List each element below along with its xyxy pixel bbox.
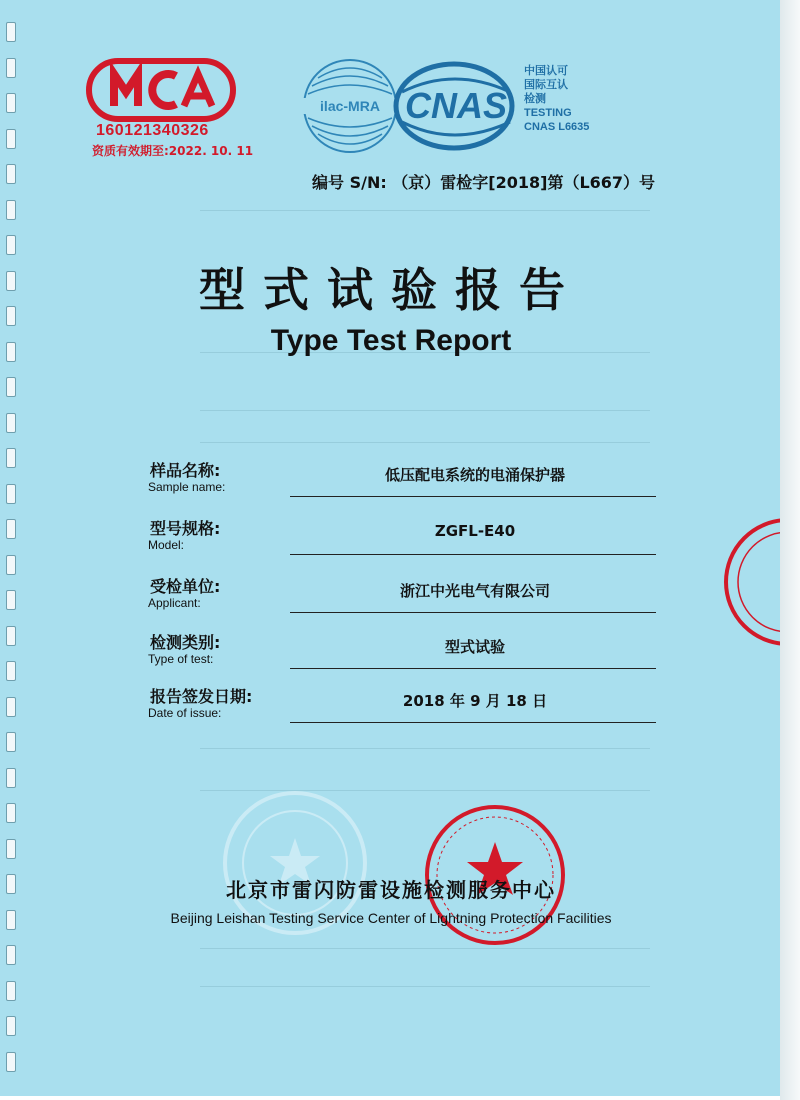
field-underline — [290, 496, 656, 497]
field-model — [120, 516, 680, 570]
binding-hole — [6, 839, 16, 859]
show-through-line — [200, 986, 650, 987]
field-label-en: Applicant: — [148, 596, 201, 610]
field-label-cn: 型号规格: — [150, 519, 221, 538]
field-label-cn: 样品名称: — [150, 461, 221, 480]
field-label-en: Type of test: — [148, 652, 214, 666]
field-value: 浙江中光电气有限公司 — [399, 582, 550, 600]
field-underline — [290, 554, 656, 555]
binding-hole — [6, 413, 16, 433]
svg-text:ilac-MRA: ilac-MRA — [320, 98, 380, 114]
binding-hole — [6, 1016, 16, 1036]
binding-hole — [6, 58, 16, 78]
binding-hole — [6, 519, 16, 539]
binding-hole — [6, 626, 16, 646]
field-underline — [290, 722, 656, 723]
field-underline — [290, 668, 656, 669]
binding-hole — [6, 803, 16, 823]
cnas-accreditation-text: 中国认可 国际互认 检测 TESTING CNAS L6635 — [524, 65, 590, 133]
show-through-line — [200, 748, 650, 749]
binding-hole — [6, 200, 16, 220]
binding-hole — [6, 732, 16, 752]
cma-validity: 资质有效期至:2022. 10. 11 — [92, 144, 254, 158]
scanner-edge — [780, 0, 800, 1100]
binding-hole — [6, 981, 16, 1001]
issuer-english: Beijing Leishan Testing Service Center of Lightning Protection Facilities — [170, 910, 612, 926]
field-label-cn: 受检单位: — [150, 577, 221, 596]
binding-hole — [6, 164, 16, 184]
ilac-mra-logo — [300, 56, 400, 156]
binding-hole — [6, 661, 16, 681]
title-english: Type Test Report — [270, 324, 512, 357]
field-label-cn: 检测类别: — [150, 633, 221, 652]
binding-hole — [6, 945, 16, 965]
show-through-line — [200, 210, 650, 211]
field-label-en: Model: — [148, 538, 185, 552]
cnas-logo — [392, 58, 526, 154]
show-through-line — [200, 442, 650, 443]
binding-hole — [6, 377, 16, 397]
field-label-en: Sample name: — [148, 480, 226, 494]
binding-hole — [6, 448, 16, 468]
field-value: 低压配电系统的电涌保护器 — [384, 466, 565, 484]
field-underline — [290, 612, 656, 613]
issuer-chinese: 北京市雷闪防雷设施检测服务中心 — [226, 878, 556, 902]
binding-holes — [6, 0, 20, 1096]
binding-hole — [6, 768, 16, 788]
binding-hole — [6, 590, 16, 610]
binding-hole — [6, 93, 16, 113]
cma-code: 160121340326 — [96, 122, 209, 139]
title-chinese: 型式试验报告 — [199, 263, 583, 317]
field-type-of-test — [120, 630, 680, 684]
svg-text:CNAS: CNAS — [404, 85, 508, 126]
field-label-en: Date of issue: — [148, 706, 222, 720]
field-applicant — [120, 574, 680, 628]
field-sample-name — [120, 458, 680, 512]
field-value: ZGFL-E40 — [434, 522, 516, 540]
binding-hole — [6, 697, 16, 717]
serial-number: 编号 S/N: （京）雷检字[2018]第（L667）号 — [312, 173, 656, 192]
partial-edge-seal — [722, 512, 782, 652]
show-through-line — [200, 410, 650, 411]
binding-hole — [6, 22, 16, 42]
field-value: 2018 年 9 月 18 日 — [402, 692, 548, 710]
binding-hole — [6, 235, 16, 255]
binding-hole — [6, 555, 16, 575]
binding-hole — [6, 484, 16, 504]
binding-hole — [6, 1052, 16, 1072]
cma-logo — [86, 58, 236, 124]
binding-hole — [6, 129, 16, 149]
field-value: 型式试验 — [444, 638, 505, 656]
field-date-of-issue — [120, 684, 680, 738]
field-label-cn: 报告签发日期: — [150, 687, 253, 706]
